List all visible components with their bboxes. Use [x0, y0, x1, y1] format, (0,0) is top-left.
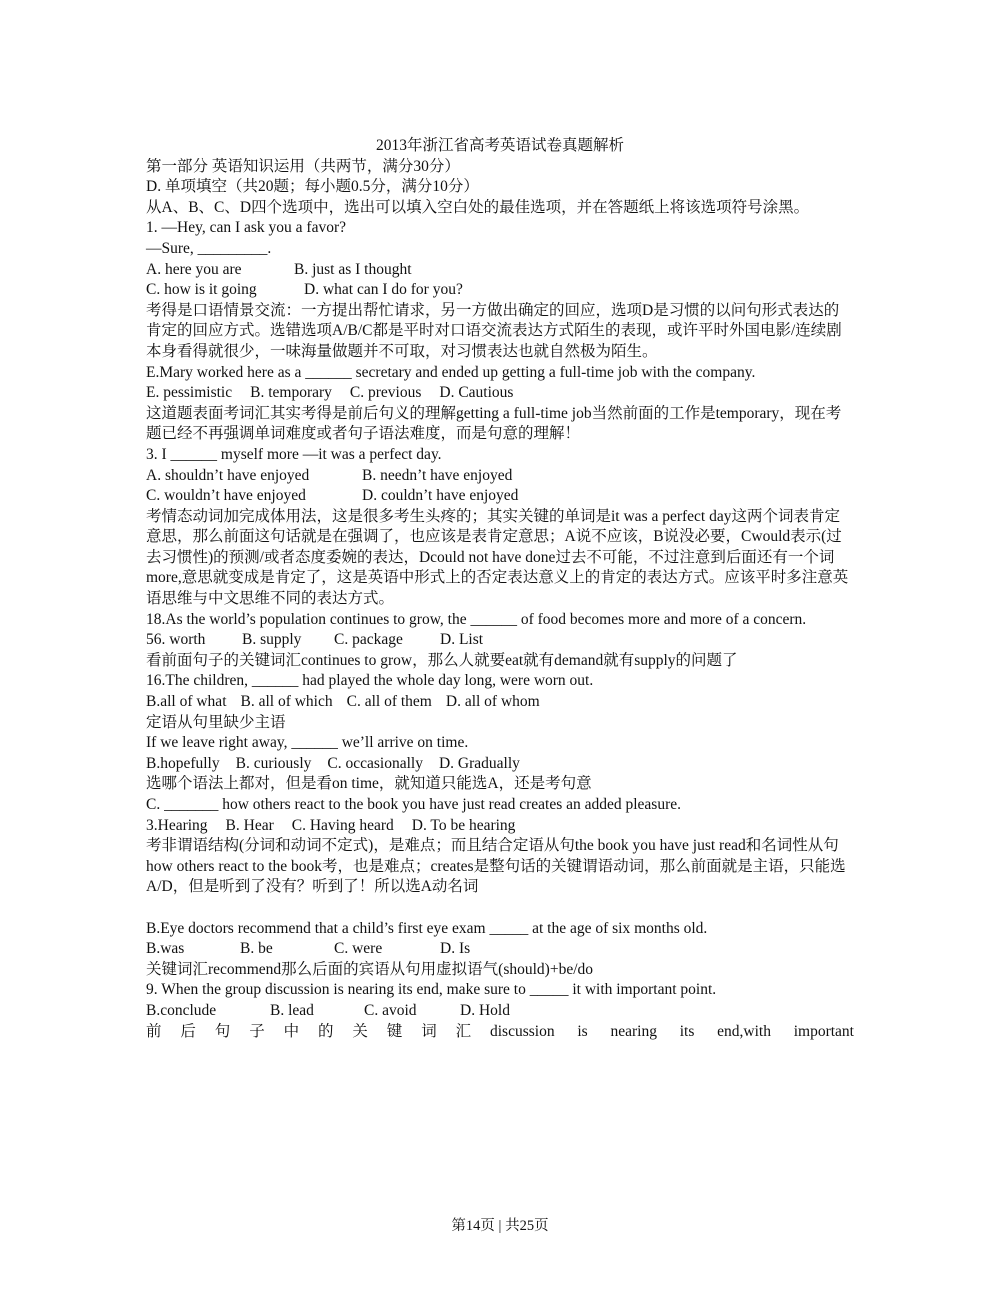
- section-heading: 第一部分 英语知识运用（共两节，满分30分）: [146, 157, 460, 175]
- option-a: A. shouldn’t have enjoyed: [146, 466, 310, 484]
- option-d: D. what can I do for you?: [304, 281, 463, 299]
- option-b: B. be: [240, 940, 273, 958]
- analysis: 考情态动词加完成体用法，这是很多考生头疼的；其实关键的单词是it was a perfect day这两个词表肯定意思，那么前面这句话就是在强调了，也应该是表肯定意思；A说不应该，B说没必要，Cwould表示(过去习惯性)的预测/或者态度委婉的表达，Dcould not have done过去不可能，不过注意到后面还有一个词more,意思就变成是肯定了，这是英语中形式上的否定表达意义上的肯定的表达方式。应该平时多注意英语思维与中文思维不同的表达方式。: [146, 507, 849, 608]
- option-b: B. needn’t have enjoyed: [362, 466, 513, 484]
- options-row: [146, 939, 854, 960]
- option-c: C. were: [334, 940, 383, 958]
- question-stem: 16.The children, ______ had played the whole day long, were worn out.: [146, 672, 594, 690]
- page-footer: 第14页 | 共25页: [451, 1218, 549, 1234]
- option-d: D. Hold: [460, 1001, 510, 1019]
- instructions: 从A、B、C、D四个选项中，选出可以填入空白处的最佳选项，并在答题纸上将该选项符号涂黑。: [146, 198, 810, 216]
- options-row: [146, 383, 854, 404]
- option-c: C. how is it going: [146, 281, 257, 299]
- option-c: C. all of them: [346, 693, 432, 711]
- options-row: [146, 754, 854, 775]
- option-d: D. Gradually: [438, 754, 520, 772]
- option-a: A. here you are: [146, 260, 242, 278]
- option-d: D. Cautious: [439, 384, 514, 402]
- analysis: 选哪个语法上都对，但是看on time，就知道只能选A，还是考句意: [146, 775, 592, 793]
- option-b: B. just as I thought: [294, 260, 412, 278]
- options-row: [146, 466, 854, 487]
- question-stem-2: —Sure, _________.: [146, 239, 272, 257]
- option-b: B. all of which: [240, 693, 333, 711]
- option-c: C. occasionally: [327, 754, 423, 772]
- analysis: 定语从句里缺少主语: [146, 713, 286, 731]
- analysis: 关键词汇recommend那么后面的宾语从句用虚拟语气(should)+be/do: [146, 960, 594, 978]
- option-a: B.was: [146, 940, 185, 958]
- option-b: B. Hear: [225, 816, 274, 834]
- option-d: D. To be hearing: [411, 816, 516, 834]
- options-row: [146, 486, 854, 507]
- options-row: [146, 630, 854, 651]
- option-b: B. curiously: [235, 754, 312, 772]
- question-stem: 3. I ______ myself more —it was a perfect day.: [146, 445, 442, 463]
- analysis: 看前面句子的关键词汇continues to grow，那么人就要eat就有demand就有supply的问题了: [146, 651, 738, 669]
- question-stem: B.Eye doctors recommend that a child’s first eye exam _____ at the age of six months old.: [146, 919, 708, 937]
- analysis: 考得是口语情景交流：一方提出帮忙请求，另一方做出确定的回应，选项D是习惯的以问句形式表达的肯定的回应方式。选错选项A/B/C都是平时对口语交流表达方式陌生的表现，或许平时外国电影/连续剧本身看得就很少，一味海量做题并不可取，对习惯表达也就自然极为陌生。: [146, 301, 842, 360]
- option-c: C. Having heard: [291, 816, 394, 834]
- document-page: [146, 136, 854, 1042]
- options-row: [146, 260, 854, 281]
- option-b: B. temporary: [250, 384, 332, 402]
- question-stem: If we leave right away, ______ we’ll arrive on time.: [146, 734, 469, 752]
- analysis: 这道题表面考词汇其实考得是前后句义的理解getting a full-time job当然前面的工作是temporary，现在考题已经不再强调单词难度或者句子语法难度，而是句意的理解！: [146, 404, 842, 443]
- options-row: [146, 1001, 854, 1022]
- option-c: C. wouldn’t have enjoyed: [146, 487, 306, 505]
- option-c: C. previous: [349, 384, 422, 402]
- option-a: 56. worth: [146, 631, 206, 649]
- question-stem: 18.As the world’s population continues to grow, the ______ of food becomes more and more of a concern.: [146, 610, 807, 628]
- spacer: [146, 898, 854, 919]
- doc-title: 2013年浙江省高考英语试卷真题解析: [375, 137, 624, 154]
- options-row: [146, 280, 854, 301]
- option-a: 3.Hearing: [146, 816, 208, 834]
- option-a: B.hopefully: [146, 754, 220, 772]
- option-d: D. List: [440, 631, 484, 649]
- question-stem: C. _______ how others react to the book you have just read creates an added pleasure.: [146, 796, 682, 813]
- part-heading: D. 单项填空（共20题；每小题0.5分，满分10分）: [146, 178, 479, 196]
- question-stem: E.Mary worked here as a ______ secretary and ended up getting a full-time job with the company.: [146, 363, 756, 381]
- options-row: [146, 816, 854, 837]
- option-b: B. supply: [242, 631, 302, 649]
- option-c: C. package: [334, 631, 403, 649]
- option-b: B. lead: [270, 1001, 314, 1019]
- option-c: C. avoid: [364, 1001, 417, 1019]
- question-stem: 1. —Hey, can I ask you a favor?: [146, 219, 346, 237]
- option-a: B.conclude: [146, 1001, 217, 1019]
- options-row: [146, 692, 854, 713]
- option-a: E. pessimistic: [146, 384, 233, 402]
- analysis: 考非谓语结构(分词和动词不定式)，是难点；而且结合定语从句the book you have just read和名词性从句how others react to the book考，也是难点；creates是整句话的关键谓语动词，那么前面就是主语，只能选A/D，但是听到了没有？听到了！所以选A动名词: [146, 837, 846, 896]
- option-d: D. all of whom: [445, 693, 540, 711]
- option-d: D. couldn’t have enjoyed: [362, 487, 519, 505]
- option-a: B.all of what: [146, 693, 227, 711]
- question-stem: 9. When the group discussion is nearing its end, make sure to _____ it with important point.: [146, 981, 717, 999]
- analysis: 前后句子中的关键词汇discussion is nearing its end,with important: [146, 1022, 854, 1040]
- option-d: D. Is: [440, 940, 471, 958]
